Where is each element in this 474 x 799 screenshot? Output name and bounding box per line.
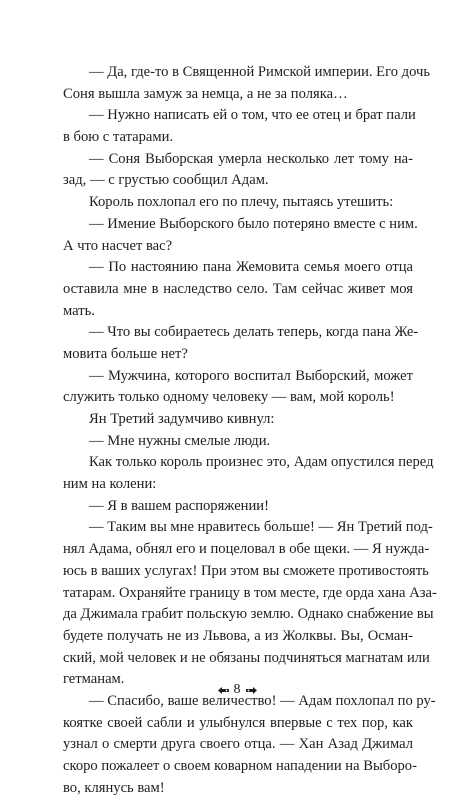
text-line: — Да, где-то в Священной Римской империи. Его дочь bbox=[89, 64, 431, 80]
text-line: Как только король произнес это, Адам опустился перед bbox=[89, 454, 434, 471]
text-line: — Таким вы мне нравитесь больше! — Ян Третий под- bbox=[89, 519, 433, 536]
text-line: — Имение Выборского было потеряно вместе с ним. bbox=[89, 215, 418, 232]
text-line: во, клянусь вам! bbox=[63, 779, 165, 796]
text-line: — Что вы собираетесь делать теперь, когда пана Же- bbox=[89, 324, 419, 341]
text-line: А что насчет вас? bbox=[63, 237, 173, 254]
text-line: юсь в ваших услугах! При этом вы сможете противостоять bbox=[63, 562, 429, 579]
text-line: — По настоянию пана Жемовита семья моего отца bbox=[89, 259, 413, 276]
fleuron-right-icon bbox=[245, 686, 258, 695]
text-line: Соня вышла замуж за немца, а не за поляка… bbox=[63, 85, 348, 102]
text-line: Король похлопал его по плечу, пытаясь утешить: bbox=[89, 194, 394, 211]
fleuron-left-icon bbox=[217, 686, 230, 695]
text-line: — Я в вашем распоряжении! bbox=[89, 497, 269, 514]
text-line: ним на колени: bbox=[63, 476, 157, 493]
text-line: — Соня Выборская умерла несколько лет тому на- bbox=[89, 150, 413, 167]
text-line: служить только одному человеку — вам, мой король! bbox=[63, 389, 395, 406]
text-line: — Мужчина, которого воспитал Выборский, может bbox=[89, 367, 413, 384]
text-line: скоро пожалеет о своем коварном нападении на Выборо- bbox=[63, 758, 417, 774]
page-footer bbox=[0, 681, 474, 699]
text-line: гетманам. bbox=[63, 671, 125, 688]
page-number: 8 bbox=[233, 682, 241, 697]
text-line: узнал о смерти друга своего отца. — Хан Азад Джимал bbox=[63, 736, 413, 753]
text-line: — Нужно написать ей о том, что ее отец и брат пали bbox=[89, 107, 416, 124]
text-line: зад, — с грустью сообщил Адам. bbox=[63, 172, 269, 189]
text-line: — Спасибо, ваше величество! — Адам похлопал по ру- bbox=[89, 692, 436, 709]
text-line: — Мне нужны смелые люди. bbox=[89, 432, 271, 449]
text-line: будете получать не из Львова, а из Жолквы. Вы, Осман- bbox=[63, 627, 413, 644]
text-line: коятке своей сабли и улыбнулся впервые с тех пор, как bbox=[63, 714, 413, 731]
text-line: нял Адама, обнял его и поцеловал в обе щеки. — Я нужда- bbox=[63, 541, 430, 558]
text-line: да Джимала грабит польскую землю. Однако снабжение вы bbox=[63, 606, 434, 623]
text-line: ский, мой человек и не обязаны подчиняться магнатам или bbox=[63, 649, 430, 666]
text-line: мать. bbox=[63, 302, 95, 319]
text-line: в бою с татарами. bbox=[63, 129, 174, 146]
text-line: оставила мне в наследство село. Там сейчас живет моя bbox=[63, 280, 413, 297]
text-line: мовита больше нет? bbox=[63, 345, 188, 362]
text-line: татарам. Охраняйте границу в том месте, где орда хана Аза- bbox=[63, 584, 437, 601]
text-line: Ян Третий задумчиво кивнул: bbox=[89, 411, 275, 427]
